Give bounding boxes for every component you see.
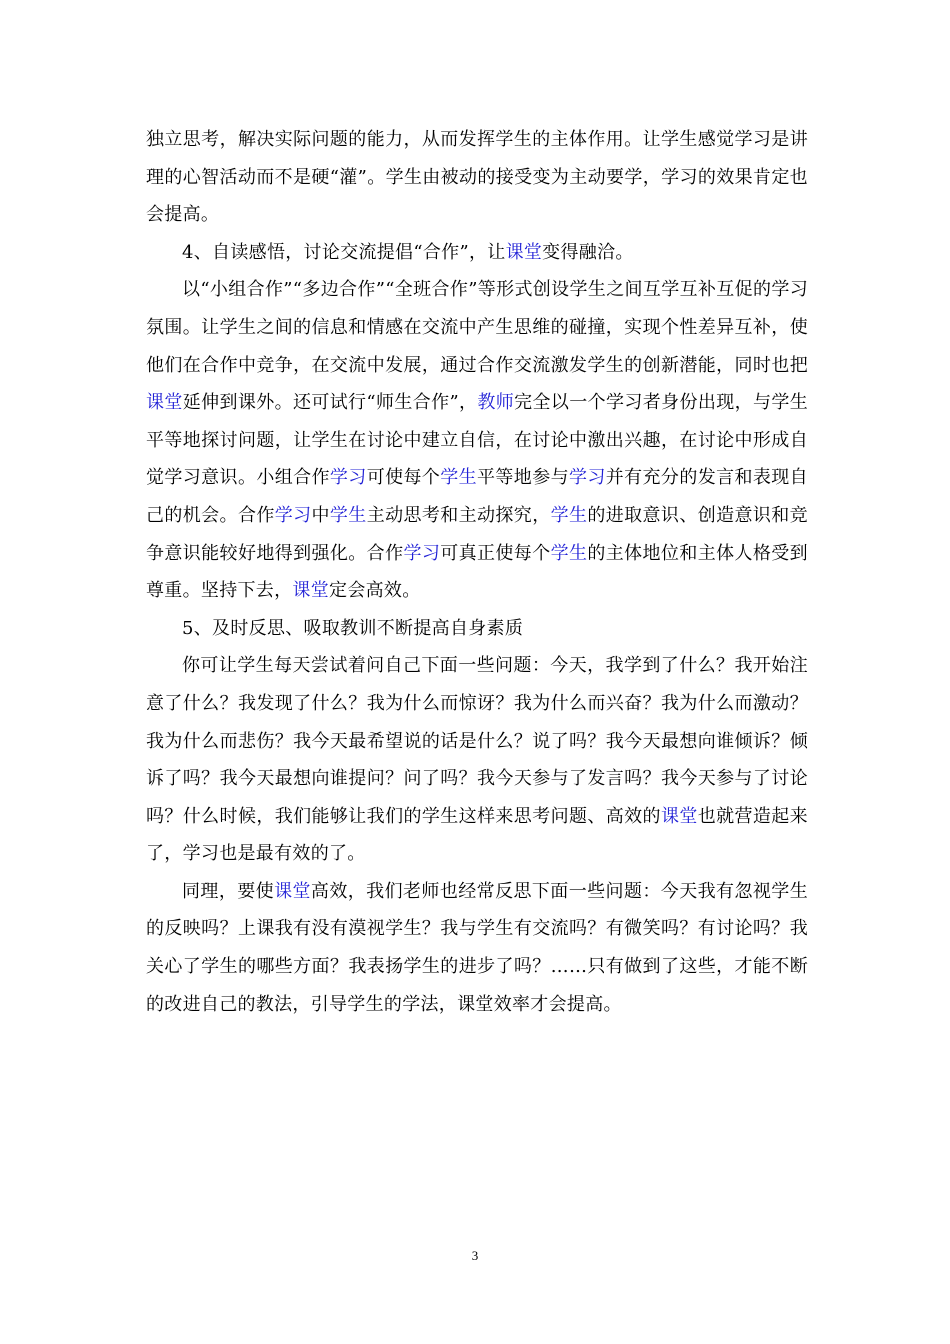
keyword-link[interactable]: 课堂 bbox=[146, 392, 183, 414]
page-number: 3 bbox=[471, 1248, 479, 1263]
paragraph-text: 变得融洽。 bbox=[542, 241, 634, 263]
keyword-link[interactable]: 学习 bbox=[274, 504, 312, 526]
paragraph bbox=[146, 121, 808, 234]
keyword-link[interactable]: 教师 bbox=[477, 392, 515, 414]
paragraph-text: 主动思考和主动探究， bbox=[366, 504, 551, 526]
paragraph bbox=[146, 234, 808, 272]
paragraph-text: 中 bbox=[311, 504, 330, 526]
paragraph-text: 的进取意识、创造意识和竞争意识能较好地得到强化。合作 bbox=[146, 504, 808, 564]
paragraph-text: 延伸到课外。还可试行“师生合作”， bbox=[182, 392, 478, 414]
keyword-link[interactable]: 课堂 bbox=[292, 580, 330, 602]
paragraph-text: 5、及时反思、吸取教训不断提高自身素质 bbox=[182, 617, 524, 639]
paragraph-text: 的主体地位和主体人格受到尊重。坚持下去， bbox=[146, 542, 808, 602]
paragraph-text: 可使每个 bbox=[366, 467, 441, 489]
keyword-link[interactable]: 学生 bbox=[550, 542, 588, 564]
paragraph bbox=[146, 271, 808, 609]
paragraph-text: 高效，我们老师也经常反思下面一些问题：今天我有忽视学生的反映吗？上课我有没有漠视学生？我与学生有交流吗？有微笑吗？有讨论吗？我关心了学生的哪些方面？我表扬学生的进步了吗？……只有做到了这些，才能不断的改进自己的教法，引导学生的学法，课堂效率才会提高。 bbox=[146, 880, 808, 1015]
keyword-link[interactable]: 课堂 bbox=[505, 241, 543, 263]
paragraph bbox=[146, 873, 808, 1023]
paragraph-text: 完全以一个学习者身份出现，与学生平等地探讨问题，让学生在讨论中建立自信，在讨论中激出兴趣，在讨论中形成自觉学习意识。小组合作 bbox=[146, 392, 808, 489]
paragraph-text: 独立思考，解决实际问题的能力，从而发挥学生的主体作用。让学生感觉学习是讲理的心智活动而不是硬“灌”。学生由被动的接受变为主动要学，学习的效果肯定也会提高。 bbox=[146, 129, 808, 226]
keyword-link[interactable]: 学习 bbox=[329, 467, 367, 489]
paragraph bbox=[146, 647, 808, 873]
keyword-link[interactable]: 课堂 bbox=[660, 805, 698, 827]
paragraph-text: 可真正使每个 bbox=[440, 542, 551, 564]
keyword-link[interactable]: 学习 bbox=[568, 467, 606, 489]
paragraph-text: 并有充分的发言和表现自己的机会。合作 bbox=[146, 467, 808, 526]
keyword-link[interactable]: 学生 bbox=[329, 504, 367, 526]
paragraph-text: 4、自读感悟，讨论交流提倡“合作”，让 bbox=[182, 241, 506, 263]
paragraph-text: 你可让学生每天尝试着问自己下面一些问题：今天，我学到了什么？我开始注意了什么？我发现了什么？我为什么而惊讶？我为什么而兴奋？我为什么而激动？我为什么而悲伤？我今天最希望说的话是什么？说了吗？我今天最想向谁倾诉？倾诉了吗？我今天最想向谁提问？问了吗？我今天参与了发言吗？我今天参与了讨论吗？什么时候，我们能够让我们的学生这样来思考问题、高效的 bbox=[146, 655, 808, 827]
keyword-link[interactable]: 课堂 bbox=[274, 880, 311, 902]
paragraph-text: 同理，要使 bbox=[182, 880, 275, 902]
paragraph-text: 也就营造起来了，学习也是最有效的了。 bbox=[146, 805, 808, 865]
paragraph-text: 平等地参与 bbox=[477, 467, 569, 489]
paragraph-text: 以“小组合作”“多边合作”“全班合作”等形式创设学生之间互学互补互促的学习氛围。让学生之间的信息和情感在交流中产生思维的碰撞，实现个性差异互补，使他们在合作中竞争，在交流中发展，通过合作交流激发学生的创新潜能，同时也把 bbox=[146, 279, 808, 376]
keyword-link[interactable]: 学习 bbox=[403, 542, 441, 564]
keyword-link[interactable]: 学生 bbox=[550, 504, 588, 526]
keyword-link[interactable]: 学生 bbox=[440, 467, 478, 489]
document-body bbox=[146, 121, 808, 1023]
paragraph bbox=[146, 610, 808, 648]
paragraph-text: 定会高效。 bbox=[329, 580, 421, 602]
